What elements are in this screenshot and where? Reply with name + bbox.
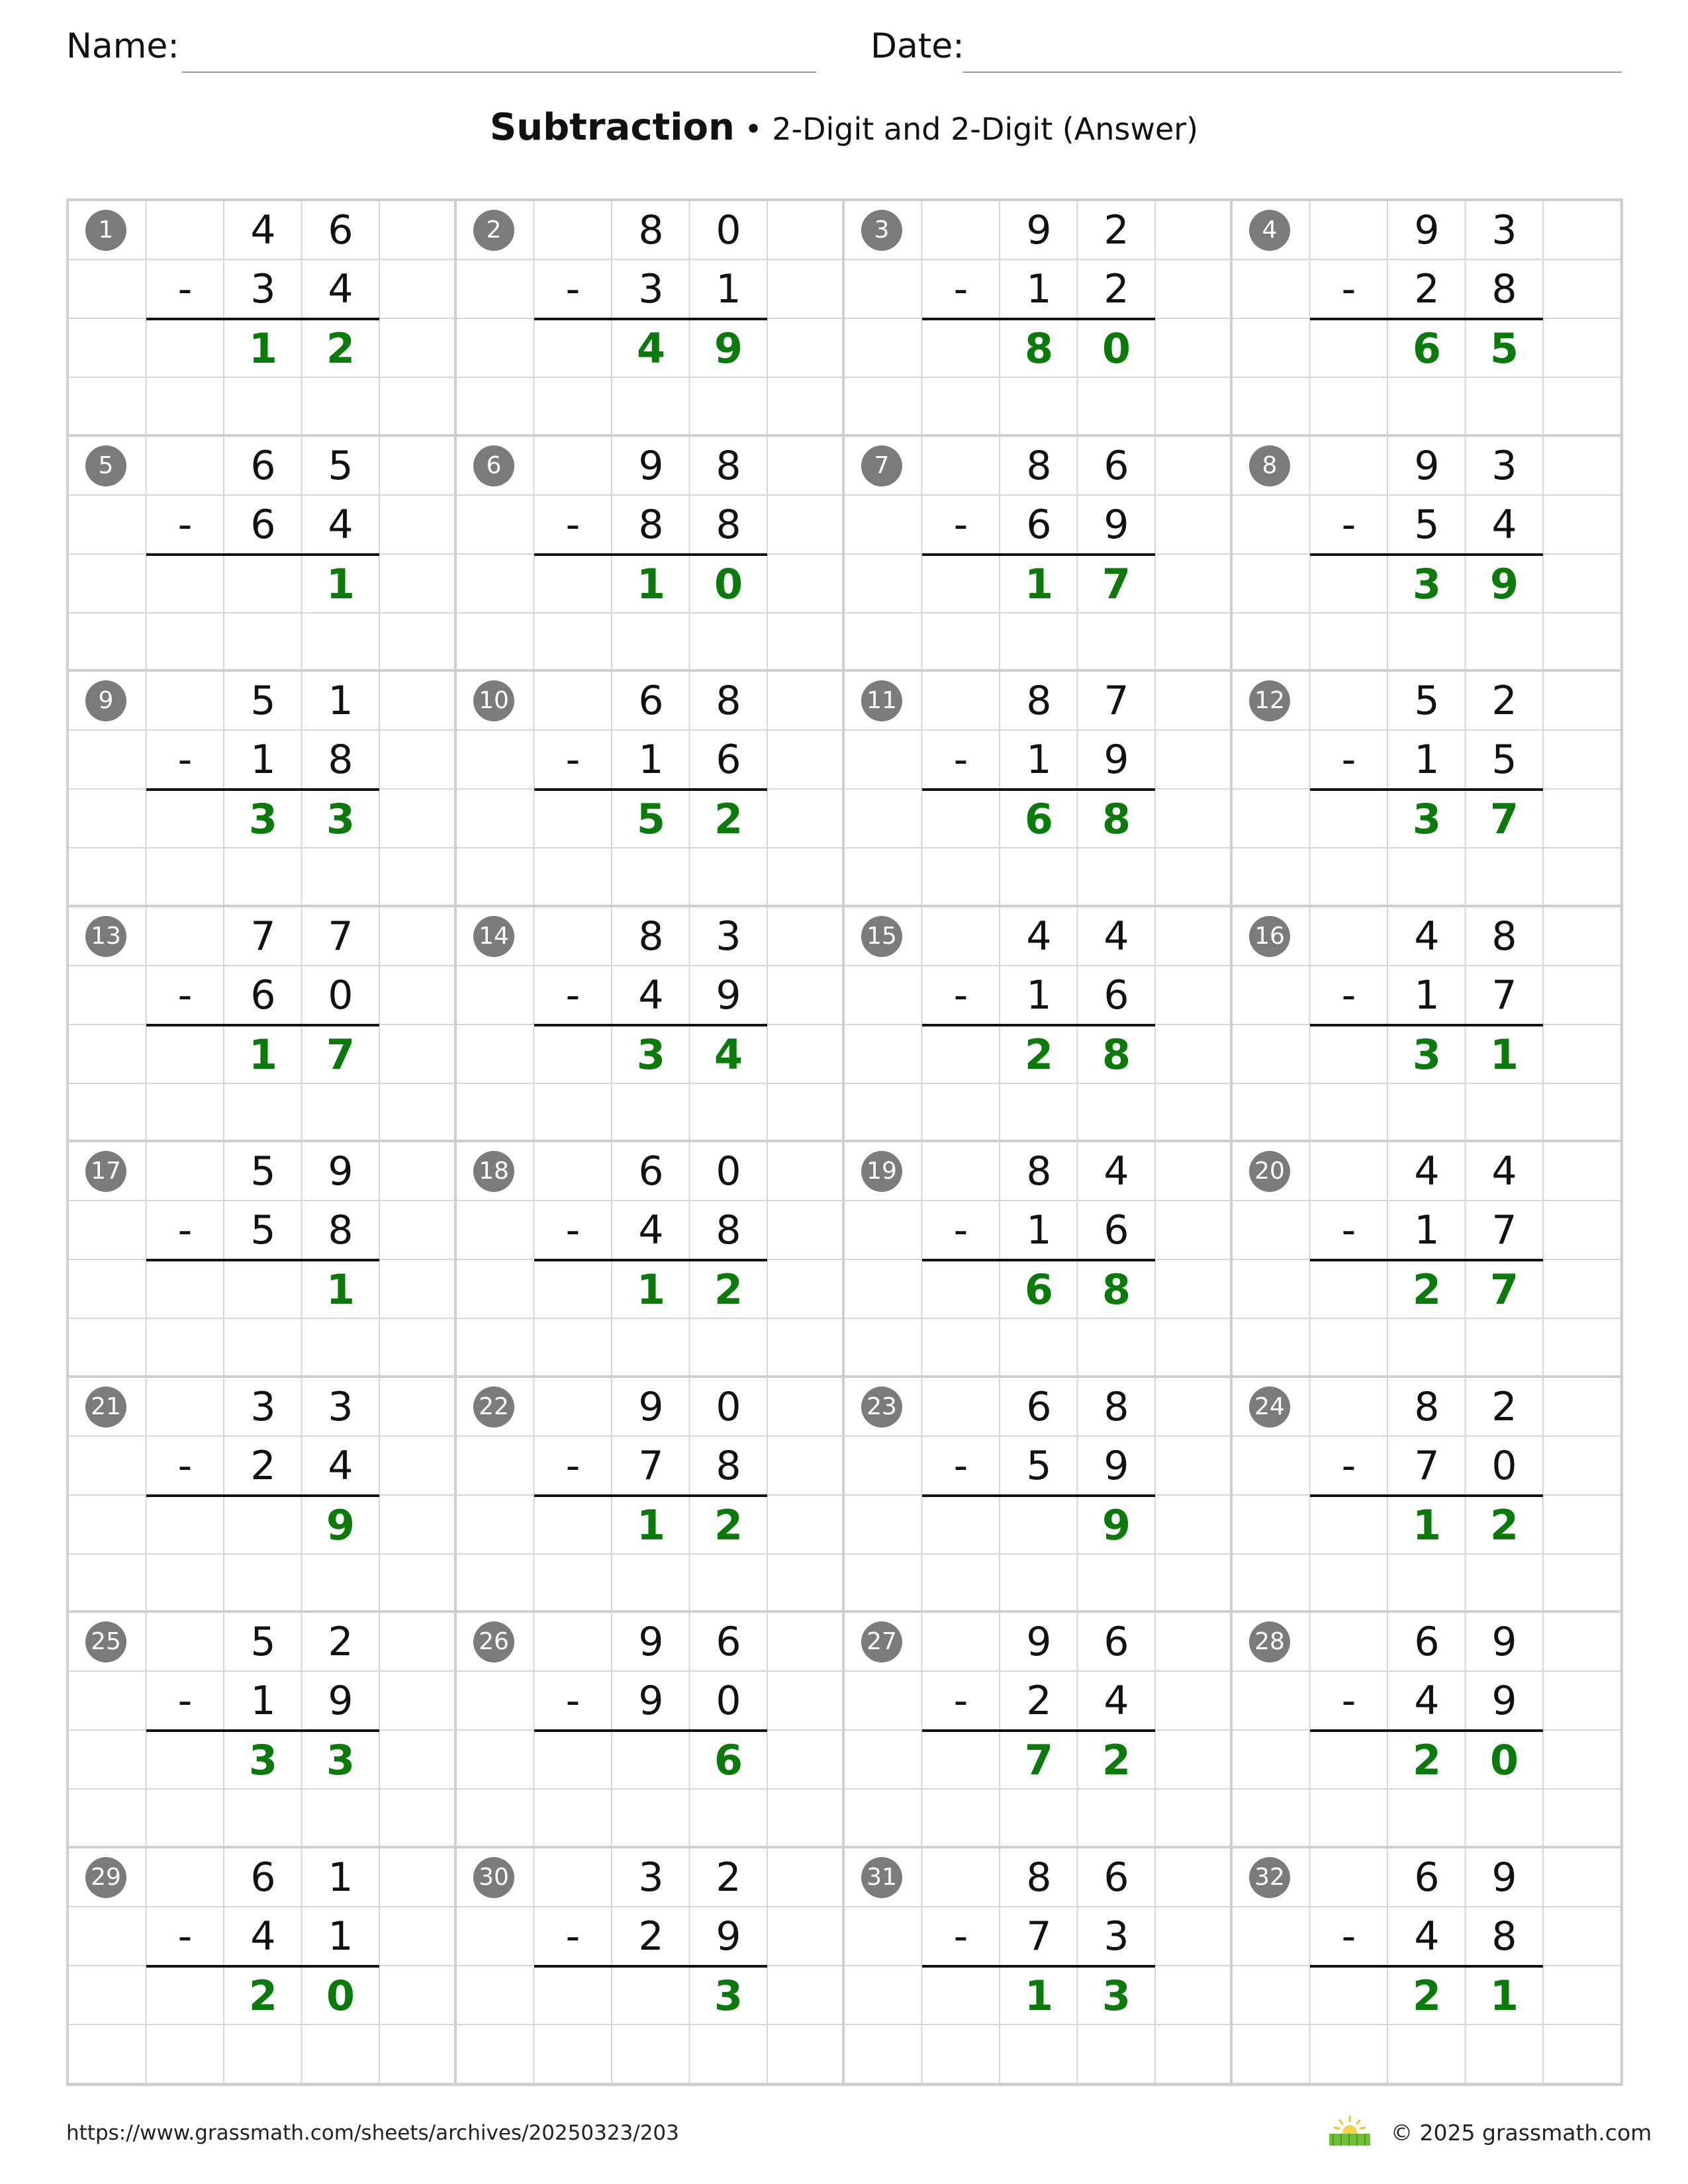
problem-number-badge: 8 xyxy=(1249,445,1290,486)
problem-number-badge: 22 xyxy=(473,1387,514,1428)
name-field[interactable] xyxy=(66,20,816,73)
subtrahend-digit: 1 xyxy=(1414,972,1440,1019)
title-subtitle: • 2-Digit and 2-Digit (Answer) xyxy=(734,111,1199,147)
subtrahend-digit: 7 xyxy=(1026,1913,1052,1960)
minuend-digit: 8 xyxy=(1414,1383,1440,1430)
minus-sign: - xyxy=(1341,1678,1356,1724)
minuend-digit: 3 xyxy=(250,1383,276,1430)
minus-sign: - xyxy=(177,1913,193,1960)
subtrahend-digit: 1 xyxy=(250,737,276,783)
subtrahend-digit: 8 xyxy=(716,501,741,548)
minuend-digit: 3 xyxy=(328,1383,353,1430)
subtrahend-digit: 4 xyxy=(1491,501,1517,548)
minus-sign: - xyxy=(177,737,193,783)
minuend-digit: 8 xyxy=(1026,1148,1052,1195)
minus-sign: - xyxy=(565,1678,581,1724)
subtrahend-digit: 0 xyxy=(716,1678,741,1724)
minus-sign: - xyxy=(177,1442,193,1489)
subtrahend-digit: 1 xyxy=(1026,972,1052,1019)
subtrahend-digit: 9 xyxy=(638,1678,664,1724)
minus-sign: - xyxy=(565,1913,581,1960)
subtrahend-digit: 3 xyxy=(250,266,276,312)
minuend-digit: 7 xyxy=(250,913,276,960)
problem-21 xyxy=(69,1378,457,1614)
minuend-digit: 6 xyxy=(1103,442,1129,489)
problem-9 xyxy=(69,672,457,907)
minuend-digit: 9 xyxy=(1414,442,1440,489)
problem-number-badge: 31 xyxy=(861,1857,902,1898)
minuend-digit: 5 xyxy=(328,442,353,489)
problem-number-badge: 3 xyxy=(861,210,902,251)
problem-number-badge: 19 xyxy=(861,1151,902,1192)
problem-31 xyxy=(845,1848,1233,2084)
answer-digit: 1 xyxy=(326,559,355,608)
problem-11 xyxy=(845,672,1233,907)
problem-number-badge: 6 xyxy=(473,445,514,486)
answer-digit: 2 xyxy=(1102,1736,1131,1784)
answer-digit: 2 xyxy=(714,795,743,843)
subtrahend-digit: 4 xyxy=(250,1913,276,1960)
subtrahend-digit: 5 xyxy=(1026,1442,1052,1489)
answer-digit: 8 xyxy=(1102,1030,1131,1079)
minuend-digit: 5 xyxy=(250,1148,276,1195)
minuend-digit: 0 xyxy=(716,1148,741,1195)
minuend-digit: 2 xyxy=(328,1619,353,1665)
problem-number-badge: 24 xyxy=(1249,1387,1290,1428)
date-label: Date: xyxy=(870,26,964,66)
problem-number-badge: 18 xyxy=(473,1151,514,1192)
minuend-digit: 8 xyxy=(1026,1854,1052,1901)
subtrahend-digit: 1 xyxy=(1026,266,1052,312)
answer-digit: 2 xyxy=(248,1971,278,2020)
subtrahend-digit: 7 xyxy=(1491,972,1517,1019)
minuend-digit: 4 xyxy=(1414,1148,1440,1195)
answer-digit: 2 xyxy=(1024,1030,1054,1079)
answer-digit: 0 xyxy=(1489,1736,1519,1784)
minuend-digit: 1 xyxy=(328,1854,353,1901)
subtrahend-digit: 6 xyxy=(250,972,276,1019)
minuend-digit: 6 xyxy=(1414,1619,1440,1665)
minuend-digit: 5 xyxy=(1414,678,1440,724)
minuend-digit: 3 xyxy=(716,913,741,960)
problem-number-badge: 12 xyxy=(1249,680,1290,721)
problem-25 xyxy=(69,1613,457,1848)
minuend-digit: 6 xyxy=(1026,1383,1052,1430)
minus-sign: - xyxy=(953,737,968,783)
subtrahend-digit: 8 xyxy=(328,1207,353,1253)
problem-26 xyxy=(457,1613,845,1848)
minus-sign: - xyxy=(953,1442,968,1489)
answer-digit: 5 xyxy=(636,795,666,843)
subtrahend-digit: 2 xyxy=(638,1913,664,1960)
name-line[interactable] xyxy=(182,71,816,73)
problem-12 xyxy=(1233,672,1620,907)
problem-number-badge: 11 xyxy=(861,680,902,721)
answer-digit: 2 xyxy=(1412,1265,1442,1314)
answer-digit: 0 xyxy=(714,559,743,608)
answer-digit: 6 xyxy=(1024,1265,1054,1314)
minuend-digit: 9 xyxy=(638,442,664,489)
footer-url[interactable]: https://www.grassmath.com/sheets/archives/20250323/203 xyxy=(66,2121,679,2145)
minuend-digit: 3 xyxy=(1491,442,1517,489)
subtrahend-digit: 8 xyxy=(716,1207,741,1253)
date-line[interactable] xyxy=(963,71,1622,73)
minus-sign: - xyxy=(1341,972,1356,1019)
subtrahend-digit: 1 xyxy=(1026,1207,1052,1253)
minuend-digit: 9 xyxy=(1491,1619,1517,1665)
subtrahend-digit: 8 xyxy=(1491,1913,1517,1960)
minuend-digit: 4 xyxy=(1103,913,1129,960)
subtrahend-digit: 2 xyxy=(250,1442,276,1489)
problem-17 xyxy=(69,1142,457,1378)
problem-6 xyxy=(457,437,845,672)
subtrahend-digit: 6 xyxy=(1103,1207,1129,1253)
answer-digit: 9 xyxy=(326,1500,355,1549)
problem-number-badge: 7 xyxy=(861,445,902,486)
subtrahend-digit: 8 xyxy=(638,501,664,548)
minus-sign: - xyxy=(177,1678,193,1724)
problem-18 xyxy=(457,1142,845,1378)
answer-digit: 2 xyxy=(1489,1500,1519,1549)
problem-number-badge: 26 xyxy=(473,1621,514,1662)
answer-digit: 1 xyxy=(326,1265,355,1314)
answer-digit: 6 xyxy=(1412,324,1442,373)
minuend-digit: 8 xyxy=(1026,442,1052,489)
answer-digit: 8 xyxy=(1102,795,1131,843)
subtrahend-digit: 6 xyxy=(1026,501,1052,548)
subtrahend-digit: 9 xyxy=(328,1678,353,1724)
footer-copyright: © 2025 grassmath.com xyxy=(1391,2120,1652,2146)
problem-29 xyxy=(69,1848,457,2084)
answer-digit: 7 xyxy=(1489,1265,1519,1314)
problem-14 xyxy=(457,907,845,1143)
minuend-digit: 5 xyxy=(250,1619,276,1665)
answer-digit: 3 xyxy=(1412,1030,1442,1079)
subtrahend-digit: 0 xyxy=(1491,1442,1517,1489)
subtrahend-digit: 6 xyxy=(250,501,276,548)
answer-digit: 7 xyxy=(1024,1736,1054,1784)
minuend-digit: 4 xyxy=(1414,913,1440,960)
problem-3 xyxy=(845,201,1233,437)
subtrahend-digit: 1 xyxy=(1414,737,1440,783)
minuend-digit: 9 xyxy=(1491,1854,1517,1901)
problem-5 xyxy=(69,437,457,672)
minuend-digit: 9 xyxy=(1026,1619,1052,1665)
answer-digit: 2 xyxy=(1412,1736,1442,1784)
problem-number-badge: 25 xyxy=(85,1621,126,1662)
answer-digit: 1 xyxy=(1024,559,1054,608)
minuend-digit: 8 xyxy=(1026,678,1052,724)
minuend-digit: 6 xyxy=(250,1854,276,1901)
answer-digit: 4 xyxy=(636,324,666,373)
minuend-digit: 9 xyxy=(1026,207,1052,253)
subtrahend-digit: 8 xyxy=(328,737,353,783)
minus-sign: - xyxy=(953,501,968,548)
minus-sign: - xyxy=(1341,1913,1356,1960)
minuend-digit: 6 xyxy=(328,207,353,253)
answer-digit: 1 xyxy=(636,559,666,608)
problem-number-badge: 2 xyxy=(473,210,514,251)
problem-30 xyxy=(457,1848,845,2084)
answer-digit: 1 xyxy=(636,1265,666,1314)
problem-number-badge: 20 xyxy=(1249,1151,1290,1192)
subtrahend-digit: 3 xyxy=(638,266,664,312)
problem-16 xyxy=(1233,907,1620,1143)
minuend-digit: 3 xyxy=(638,1854,664,1901)
subtrahend-digit: 1 xyxy=(1414,1207,1440,1253)
subtrahend-digit: 9 xyxy=(716,1913,741,1960)
answer-digit: 1 xyxy=(636,1500,666,1549)
minus-sign: - xyxy=(565,1442,581,1489)
problem-23 xyxy=(845,1378,1233,1614)
subtrahend-digit: 9 xyxy=(1103,737,1129,783)
minuend-digit: 4 xyxy=(1026,913,1052,960)
subtrahend-digit: 5 xyxy=(1414,501,1440,548)
minuend-digit: 9 xyxy=(328,1148,353,1195)
minuend-digit: 8 xyxy=(638,913,664,960)
minuend-digit: 6 xyxy=(1103,1619,1129,1665)
minus-sign: - xyxy=(177,972,193,1019)
problem-8 xyxy=(1233,437,1620,672)
answer-digit: 0 xyxy=(326,1971,355,2020)
minuend-digit: 5 xyxy=(250,678,276,724)
subtrahend-digit: 9 xyxy=(1491,1678,1517,1724)
problem-number-badge: 23 xyxy=(861,1387,902,1428)
minuend-digit: 6 xyxy=(1414,1854,1440,1901)
minuend-digit: 9 xyxy=(638,1383,664,1430)
answer-digit: 8 xyxy=(1024,324,1054,373)
problem-grid xyxy=(66,199,1623,2086)
minuend-digit: 8 xyxy=(716,442,741,489)
problem-number-badge: 1 xyxy=(85,210,126,251)
answer-digit: 3 xyxy=(1412,559,1442,608)
problem-number-badge: 21 xyxy=(85,1387,126,1428)
problem-15 xyxy=(845,907,1233,1143)
minuend-digit: 8 xyxy=(1103,1383,1129,1430)
subtrahend-digit: 2 xyxy=(1103,266,1129,312)
answer-digit: 6 xyxy=(1024,795,1054,843)
minuend-digit: 4 xyxy=(1491,1148,1517,1195)
minus-sign: - xyxy=(177,501,193,548)
problem-number-badge: 27 xyxy=(861,1621,902,1662)
name-label: Name: xyxy=(66,26,179,66)
subtrahend-digit: 0 xyxy=(328,972,353,1019)
answer-digit: 6 xyxy=(714,1736,743,1784)
answer-digit: 1 xyxy=(1412,1500,1442,1549)
minus-sign: - xyxy=(953,1913,968,1960)
answer-digit: 1 xyxy=(1489,1971,1519,2020)
subtrahend-digit: 8 xyxy=(1491,266,1517,312)
minuend-digit: 2 xyxy=(1103,207,1129,253)
subtrahend-digit: 7 xyxy=(1491,1207,1517,1253)
minuend-digit: 6 xyxy=(1103,1854,1129,1901)
minus-sign: - xyxy=(1341,737,1356,783)
problem-20 xyxy=(1233,1142,1620,1378)
problem-number-badge: 4 xyxy=(1249,210,1290,251)
answer-digit: 3 xyxy=(326,795,355,843)
minus-sign: - xyxy=(953,1207,968,1253)
answer-digit: 3 xyxy=(1412,795,1442,843)
subtrahend-digit: 2 xyxy=(1414,266,1440,312)
minus-sign: - xyxy=(565,1207,581,1253)
problem-number-badge: 15 xyxy=(861,916,902,957)
minuend-digit: 2 xyxy=(1491,1383,1517,1430)
minuend-digit: 6 xyxy=(638,678,664,724)
answer-digit: 0 xyxy=(1102,324,1131,373)
problem-number-badge: 10 xyxy=(473,680,514,721)
subtrahend-digit: 4 xyxy=(328,501,353,548)
answer-digit: 3 xyxy=(714,1971,743,2020)
minuend-digit: 7 xyxy=(328,913,353,960)
minus-sign: - xyxy=(953,1678,968,1724)
answer-digit: 2 xyxy=(714,1265,743,1314)
subtrahend-digit: 5 xyxy=(1491,737,1517,783)
subtrahend-digit: 4 xyxy=(1103,1678,1129,1724)
worksheet-title xyxy=(0,106,1688,149)
problem-4 xyxy=(1233,201,1620,437)
minus-sign: - xyxy=(953,266,968,312)
minuend-digit: 6 xyxy=(716,1619,741,1665)
minuend-digit: 4 xyxy=(250,207,276,253)
problem-32 xyxy=(1233,1848,1620,2084)
minus-sign: - xyxy=(565,501,581,548)
answer-digit: 1 xyxy=(1024,1971,1054,2020)
problem-22 xyxy=(457,1378,845,1614)
answer-digit: 7 xyxy=(1489,795,1519,843)
minus-sign: - xyxy=(565,737,581,783)
answer-digit: 8 xyxy=(1102,1265,1131,1314)
answer-digit: 1 xyxy=(248,1030,278,1079)
answer-digit: 1 xyxy=(248,324,278,373)
minus-sign: - xyxy=(177,266,193,312)
minuend-digit: 0 xyxy=(716,1383,741,1430)
minuend-digit: 4 xyxy=(1103,1148,1129,1195)
minuend-digit: 8 xyxy=(638,207,664,253)
minuend-digit: 9 xyxy=(638,1619,664,1665)
subtrahend-digit: 4 xyxy=(328,266,353,312)
title-main: Subtraction xyxy=(489,106,735,149)
answer-digit: 3 xyxy=(636,1030,666,1079)
minuend-digit: 2 xyxy=(716,1854,741,1901)
answer-digit: 2 xyxy=(326,324,355,373)
minus-sign: - xyxy=(565,266,581,312)
subtrahend-digit: 9 xyxy=(716,972,741,1019)
subtrahend-digit: 4 xyxy=(1414,1913,1440,1960)
problem-number-badge: 16 xyxy=(1249,916,1290,957)
minuend-digit: 8 xyxy=(1491,913,1517,960)
subtrahend-digit: 3 xyxy=(1103,1913,1129,1960)
minuend-digit: 6 xyxy=(250,442,276,489)
problem-27 xyxy=(845,1613,1233,1848)
subtrahend-digit: 1 xyxy=(250,1678,276,1724)
answer-digit: 9 xyxy=(1489,559,1519,608)
minus-sign: - xyxy=(565,972,581,1019)
answer-digit: 9 xyxy=(714,324,743,373)
subtrahend-digit: 7 xyxy=(1414,1442,1440,1489)
problem-10 xyxy=(457,672,845,907)
minuend-digit: 2 xyxy=(1491,678,1517,724)
answer-digit: 3 xyxy=(326,1736,355,1784)
answer-digit: 7 xyxy=(1102,559,1131,608)
problem-2 xyxy=(457,201,845,437)
subtrahend-digit: 4 xyxy=(638,972,664,1019)
subtrahend-digit: 1 xyxy=(638,737,664,783)
minuend-digit: 9 xyxy=(1414,207,1440,253)
answer-digit: 5 xyxy=(1489,324,1519,373)
subtrahend-digit: 9 xyxy=(1103,1442,1129,1489)
subtrahend-digit: 4 xyxy=(1414,1678,1440,1724)
answer-digit: 3 xyxy=(1102,1971,1131,2020)
minus-sign: - xyxy=(953,972,968,1019)
problem-number-badge: 5 xyxy=(85,445,126,486)
problem-number-badge: 30 xyxy=(473,1857,514,1898)
minuend-digit: 6 xyxy=(638,1148,664,1195)
problem-number-badge: 17 xyxy=(85,1151,126,1192)
minus-sign: - xyxy=(1341,266,1356,312)
subtrahend-digit: 6 xyxy=(1103,972,1129,1019)
subtrahend-digit: 4 xyxy=(638,1207,664,1253)
problem-number-badge: 29 xyxy=(85,1857,126,1898)
subtrahend-digit: 1 xyxy=(328,1913,353,1960)
subtrahend-digit: 1 xyxy=(1026,737,1052,783)
subtrahend-digit: 2 xyxy=(1026,1678,1052,1724)
subtrahend-digit: 9 xyxy=(1103,501,1129,548)
answer-digit: 2 xyxy=(1412,1971,1442,2020)
minus-sign: - xyxy=(1341,1207,1356,1253)
subtrahend-digit: 6 xyxy=(716,737,741,783)
answer-digit: 3 xyxy=(248,795,278,843)
minuend-digit: 3 xyxy=(1491,207,1517,253)
problem-7 xyxy=(845,437,1233,672)
problem-number-badge: 14 xyxy=(473,916,514,957)
subtrahend-digit: 8 xyxy=(716,1442,741,1489)
subtrahend-digit: 4 xyxy=(328,1442,353,1489)
problem-13 xyxy=(69,907,457,1143)
answer-digit: 3 xyxy=(248,1736,278,1784)
answer-digit: 2 xyxy=(714,1500,743,1549)
problem-28 xyxy=(1233,1613,1620,1848)
sun-over-grass-icon xyxy=(1327,2115,1373,2146)
problem-1 xyxy=(69,201,457,437)
subtrahend-digit: 1 xyxy=(716,266,741,312)
minus-sign: - xyxy=(1341,501,1356,548)
answer-digit: 7 xyxy=(326,1030,355,1079)
minuend-digit: 8 xyxy=(716,678,741,724)
answer-digit: 4 xyxy=(714,1030,743,1079)
answer-digit: 1 xyxy=(1489,1030,1519,1079)
minuend-digit: 7 xyxy=(1103,678,1129,724)
minuend-digit: 1 xyxy=(328,678,353,724)
minuend-digit: 0 xyxy=(716,207,741,253)
answer-digit: 9 xyxy=(1102,1500,1131,1549)
problem-number-badge: 28 xyxy=(1249,1621,1290,1662)
minus-sign: - xyxy=(177,1207,193,1253)
problem-number-badge: 13 xyxy=(85,916,126,957)
date-field[interactable] xyxy=(870,20,1622,73)
problem-24 xyxy=(1233,1378,1620,1614)
problem-number-badge: 9 xyxy=(85,680,126,721)
problem-19 xyxy=(845,1142,1233,1378)
minus-sign: - xyxy=(1341,1442,1356,1489)
problem-number-badge: 32 xyxy=(1249,1857,1290,1898)
subtrahend-digit: 7 xyxy=(638,1442,664,1489)
subtrahend-digit: 5 xyxy=(250,1207,276,1253)
